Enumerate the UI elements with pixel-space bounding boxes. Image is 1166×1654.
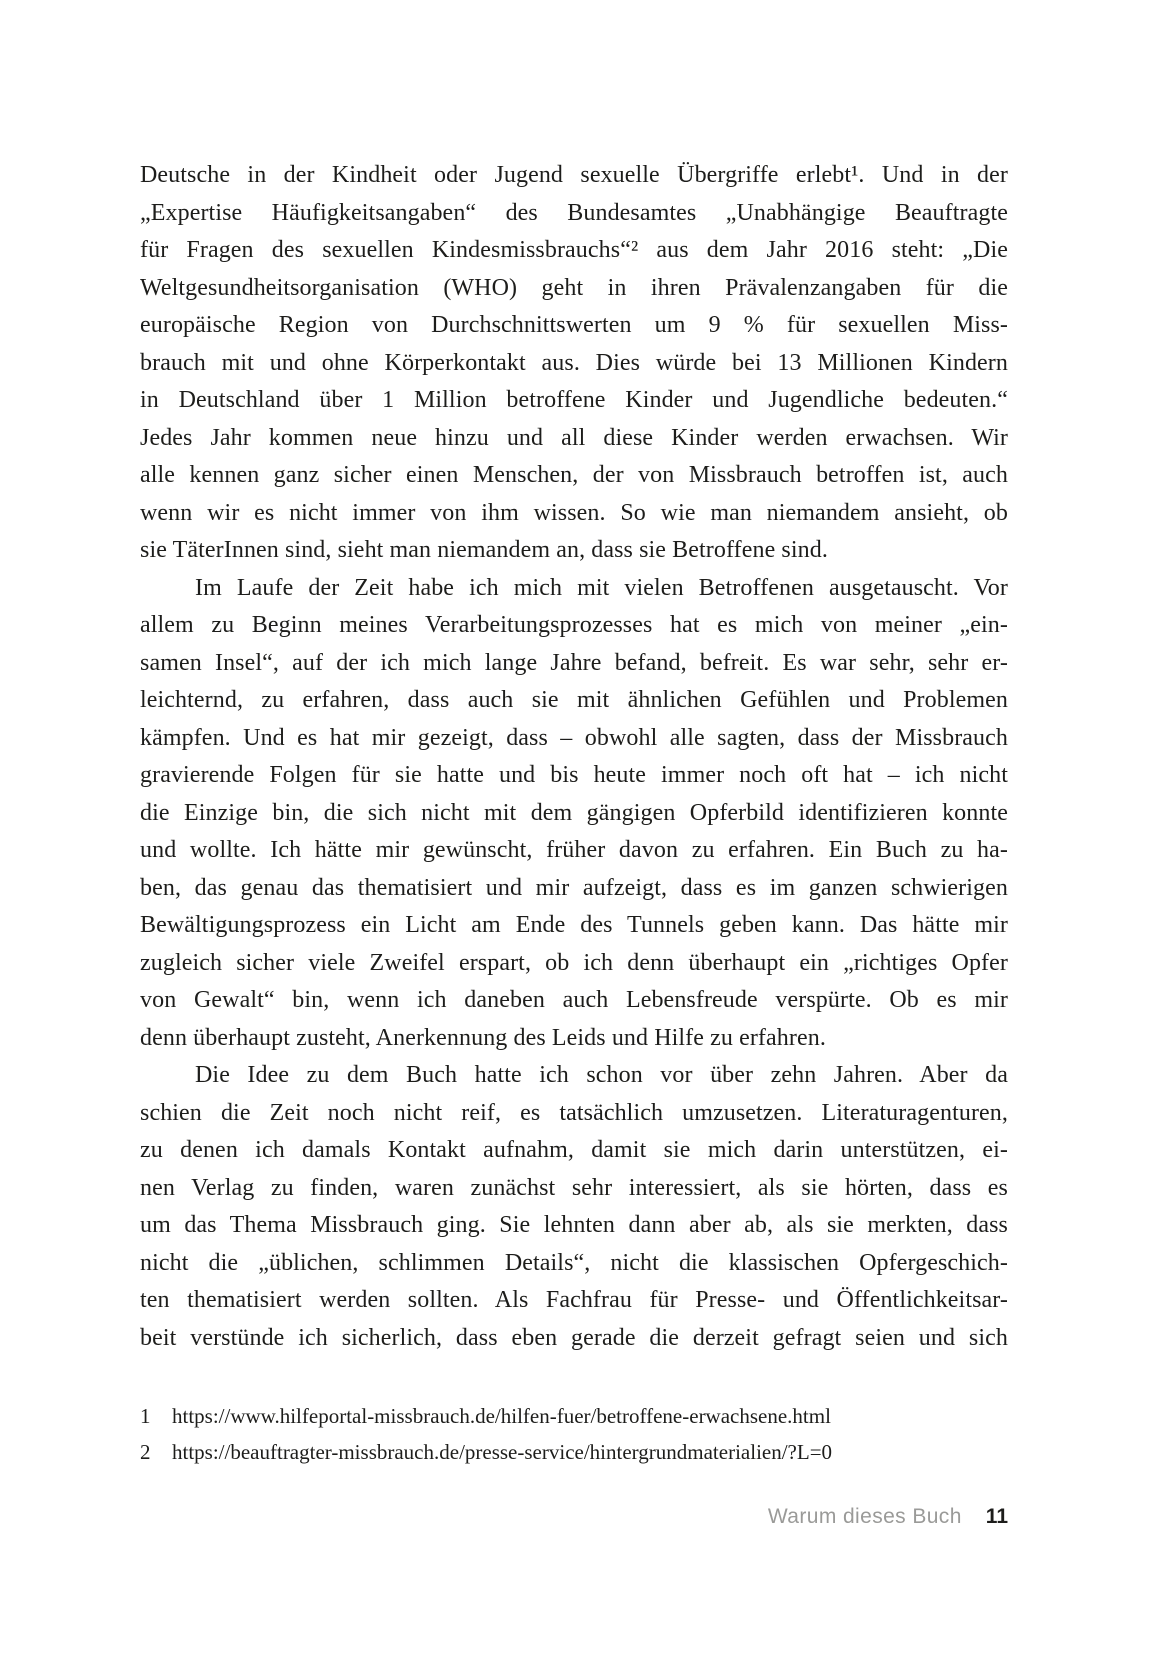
text-line: denn überhaupt zusteht, Anerkennung des Leids und Hilfe zu erfahren. (140, 1024, 826, 1051)
text-line: zu denen ich damals Kontakt aufnahm, damit sie mich darin unterstützen, ei- (140, 1137, 1008, 1163)
text-line: in Deutschland über 1 Million betroffene Kinder und Jugendliche bedeuten.“ (140, 387, 1008, 413)
text-line: von Gewalt“ bin, wenn ich daneben auch Lebensfreude verspürte. Ob es mir (140, 987, 1008, 1013)
text-line: europäische Region von Durchschnittswerten um 9 % für sexuellen Miss- (140, 312, 1008, 338)
text-line: Die Idee zu dem Buch hatte ich schon vor über zehn Jahren. Aber da (195, 1062, 1008, 1088)
text-line: allem zu Beginn meines Verarbeitungsprozesses hat es mich von meiner „ein- (140, 612, 1008, 638)
text-line: die Einzige bin, die sich nicht mit dem gängigen Opferbild identifizieren konnte (140, 799, 1008, 826)
text-line: Weltgesundheitsorganisation (WHO) geht in ihren Prävalenzangaben für die (140, 274, 1008, 301)
text-line: Deutsche in der Kindheit oder Jugend sexuelle Übergriffe erlebt¹. Und in der (140, 162, 1008, 188)
text-line: gravierende Folgen für sie hatte und bis heute immer noch oft hat – ich nicht (140, 762, 1008, 788)
text-line: Bewältigungsprozess ein Licht am Ende des Tunnels geben kann. Das hätte mir (140, 912, 1008, 938)
body-text-block (140, 157, 1008, 1357)
footnotes-block (140, 1398, 1008, 1470)
text-line: alle kennen ganz sicher einen Menschen, der von Missbrauch betroffen ist, auch (140, 462, 1008, 488)
running-section-title: Warum dieses Buch (767, 1505, 962, 1528)
text-line: kämpfen. Und es hat mir gezeigt, dass – obwohl alle sagten, dass der Missbrauch (140, 724, 1008, 751)
text-line: wenn wir es nicht immer von ihm wissen. So wie man niemandem ansieht, ob (140, 499, 1008, 526)
text-line: samen Insel“, auf der ich mich lange Jahre befand, befreit. Es war sehr, sehr er- (140, 649, 1008, 676)
text-line: sie TäterInnen sind, sieht man niemandem an, dass sie Betroffene sind. (140, 537, 828, 563)
text-line: „Expertise Häufigkeitsangaben“ des Bundesamtes „Unabhängige Beauftragte (140, 199, 1008, 226)
text-line: ten thematisiert werden sollten. Als Fachfrau für Presse- und Öffentlichkeitsar- (140, 1287, 1008, 1313)
text-line: beit verstünde ich sicherlich, dass eben gerade die derzeit gefragt seien und sich (140, 1324, 1008, 1351)
text-line: leichternd, zu erfahren, dass auch sie mit ähnlichen Gefühlen und Problemen (140, 687, 1008, 713)
footnote (140, 1398, 1008, 1434)
footnote-marker: 1 (140, 1404, 151, 1428)
text-line: Jedes Jahr kommen neue hinzu und all diese Kinder werden erwachsen. Wir (140, 424, 1008, 451)
text-line: schien die Zeit noch nicht reif, es tatsächlich umzusetzen. Literaturagenturen, (140, 1099, 1008, 1126)
text-line: brauch mit und ohne Körperkontakt aus. Dies würde bei 13 Millionen Kindern (140, 349, 1008, 376)
text-line: und wollte. Ich hätte mir gewünscht, früher davon zu erfahren. Ein Buch zu ha- (140, 837, 1008, 863)
footnote-marker: 2 (140, 1440, 151, 1464)
text-line: nen Verlag zu finden, waren zunächst sehr interessiert, als sie hörten, dass es (140, 1174, 1008, 1201)
text-line: Im Laufe der Zeit habe ich mich mit vielen Betroffenen ausgetauscht. Vor (195, 574, 1008, 601)
text-line: um das Thema Missbrauch ging. Sie lehnten dann aber ab, als sie merkten, dass (140, 1212, 1008, 1238)
text-line: nicht die „üblichen, schlimmen Details“, nicht die klassischen Opfergeschich- (140, 1249, 1008, 1276)
footnote (140, 1434, 1008, 1470)
body-lines (140, 157, 1008, 1357)
footnote-url: https://www.hilfeportal-missbrauch.de/hilfen-fuer/betroffene-erwachsene.html (172, 1404, 831, 1428)
text-line: zugleich sicher viele Zweifel erspart, ob ich denn überhaupt ein „richtiges Opfer (140, 949, 1008, 976)
page-footer (768, 1502, 1008, 1532)
text-line: ben, das genau das thematisiert und mir aufzeigt, dass es im ganzen schwierigen (140, 874, 1008, 901)
footnote-url: https://beauftragter-missbrauch.de/presse-service/hintergrundmaterialien/?L=0 (172, 1440, 833, 1464)
page-number: 11 (985, 1505, 1008, 1528)
text-line: für Fragen des sexuellen Kindesmissbrauchs“² aus dem Jahr 2016 steht: „Die (140, 237, 1008, 263)
